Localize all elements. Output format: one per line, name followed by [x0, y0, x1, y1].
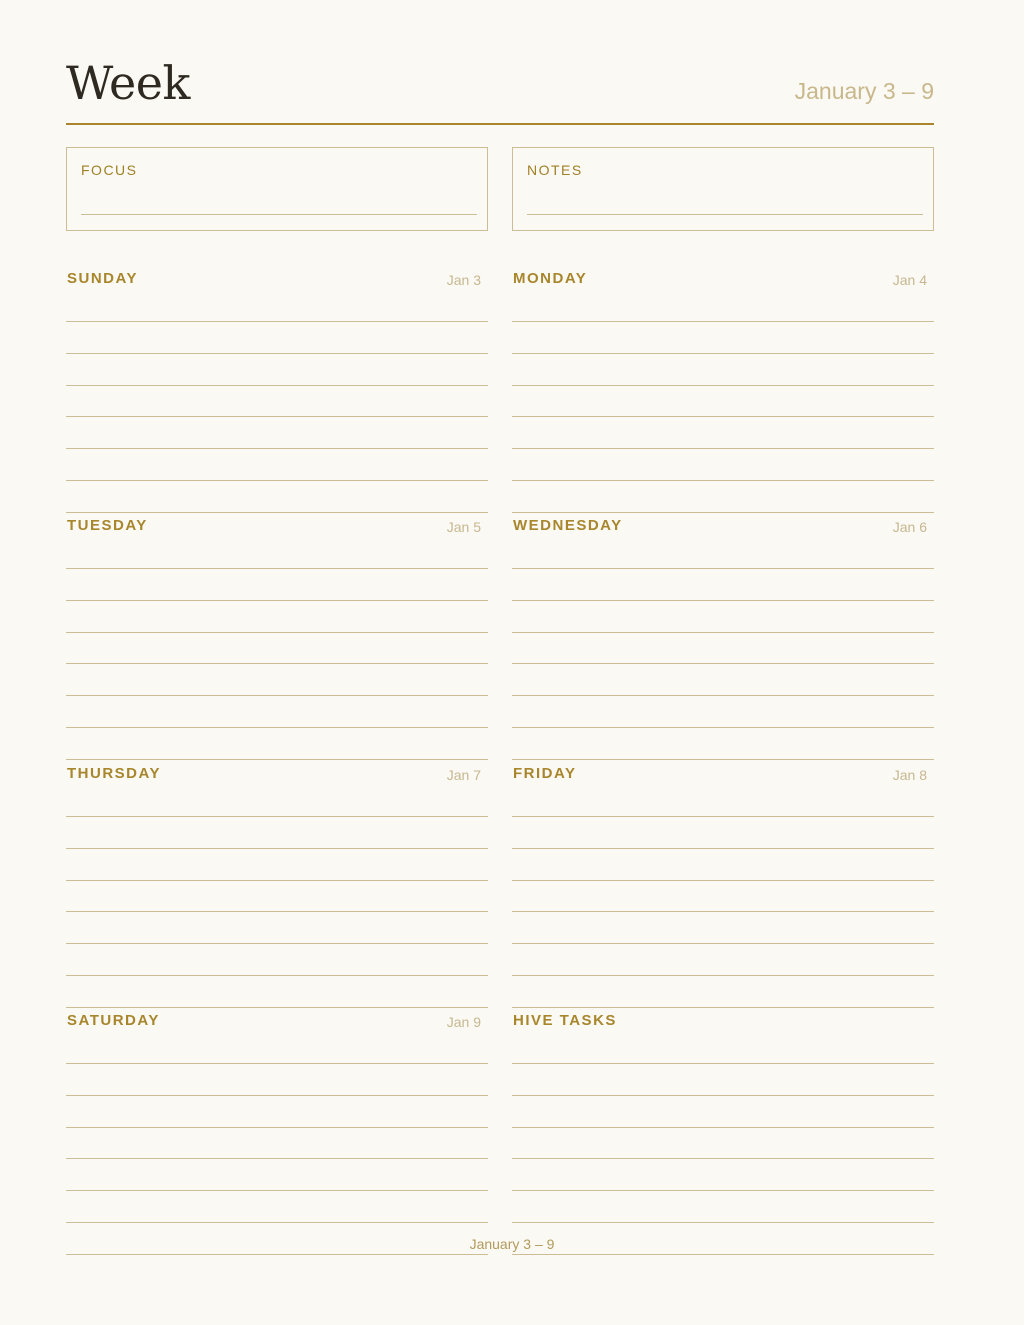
- day-label: MONDAY: [513, 270, 588, 287]
- write-line[interactable]: [66, 321, 488, 322]
- write-line[interactable]: [512, 1127, 934, 1128]
- write-line[interactable]: [66, 975, 488, 976]
- write-line[interactable]: [512, 385, 934, 386]
- write-line[interactable]: [66, 1190, 488, 1191]
- write-line[interactable]: [512, 848, 934, 849]
- day-date: Jan 3: [446, 272, 481, 288]
- day-section-monday[interactable]: [512, 270, 934, 512]
- day-label: FRIDAY: [513, 765, 577, 782]
- write-line[interactable]: [512, 1007, 934, 1008]
- write-line[interactable]: [66, 512, 488, 513]
- write-line[interactable]: [512, 321, 934, 322]
- write-line[interactable]: [512, 759, 934, 760]
- write-line[interactable]: [66, 911, 488, 912]
- write-line[interactable]: [66, 353, 488, 354]
- day-section-friday[interactable]: [512, 765, 934, 1007]
- write-line[interactable]: [66, 759, 488, 760]
- write-line[interactable]: [512, 1190, 934, 1191]
- day-date: Jan 6: [892, 519, 927, 535]
- write-line[interactable]: [512, 727, 934, 728]
- write-line[interactable]: [512, 416, 934, 417]
- header-date-range: January 3 – 9: [794, 78, 934, 104]
- write-line[interactable]: [512, 975, 934, 976]
- write-line[interactable]: [512, 695, 934, 696]
- day-date: Jan 7: [446, 767, 481, 783]
- day-label: THURSDAY: [67, 765, 161, 782]
- day-label: SUNDAY: [67, 270, 138, 287]
- write-line[interactable]: [512, 911, 934, 912]
- day-label: TUESDAY: [67, 517, 148, 534]
- day-section-tuesday[interactable]: [66, 517, 488, 759]
- write-line[interactable]: [512, 353, 934, 354]
- write-line[interactable]: [66, 416, 488, 417]
- day-section-sunday[interactable]: [66, 270, 488, 512]
- write-line[interactable]: [66, 1158, 488, 1159]
- write-line[interactable]: [66, 880, 488, 881]
- write-line[interactable]: [66, 1127, 488, 1128]
- day-date: Jan 9: [446, 1014, 481, 1030]
- write-line[interactable]: [66, 816, 488, 817]
- write-line[interactable]: [512, 943, 934, 944]
- write-line[interactable]: [512, 1222, 934, 1223]
- day-date: Jan 8: [892, 767, 927, 783]
- footer-date-range: January 3 – 9: [469, 1236, 555, 1252]
- write-line[interactable]: [66, 943, 488, 944]
- write-line[interactable]: [66, 632, 488, 633]
- write-line[interactable]: [512, 480, 934, 481]
- write-line[interactable]: [66, 1007, 488, 1008]
- write-line[interactable]: [66, 1222, 488, 1223]
- notes-label: NOTES: [527, 162, 583, 178]
- day-date: Jan 4: [892, 272, 927, 288]
- write-line[interactable]: [66, 448, 488, 449]
- day-section-wednesday[interactable]: [512, 517, 934, 759]
- hive-tasks-section[interactable]: [512, 1012, 934, 1254]
- day-section-saturday[interactable]: [66, 1012, 488, 1254]
- write-line[interactable]: [512, 632, 934, 633]
- hive-tasks-label: HIVE TASKS: [513, 1012, 617, 1029]
- notes-box[interactable]: [512, 147, 934, 231]
- focus-write-line[interactable]: [81, 214, 477, 215]
- focus-label: FOCUS: [81, 162, 138, 178]
- write-line[interactable]: [66, 385, 488, 386]
- write-line[interactable]: [512, 512, 934, 513]
- day-label: WEDNESDAY: [513, 517, 623, 534]
- focus-box[interactable]: [66, 147, 488, 231]
- write-line[interactable]: [66, 848, 488, 849]
- write-line[interactable]: [512, 1063, 934, 1064]
- header-divider: [66, 123, 934, 125]
- write-line[interactable]: [66, 695, 488, 696]
- write-line[interactable]: [66, 1095, 488, 1096]
- notes-write-line[interactable]: [527, 214, 923, 215]
- write-line[interactable]: [512, 1158, 934, 1159]
- write-line[interactable]: [66, 1063, 488, 1064]
- day-date: Jan 5: [446, 519, 481, 535]
- page-title: Week: [66, 56, 190, 110]
- write-line[interactable]: [66, 600, 488, 601]
- write-line[interactable]: [66, 568, 488, 569]
- write-line[interactable]: [512, 880, 934, 881]
- write-line[interactable]: [66, 1254, 488, 1255]
- write-line[interactable]: [66, 727, 488, 728]
- write-line[interactable]: [66, 663, 488, 664]
- day-label: SATURDAY: [67, 1012, 160, 1029]
- write-line[interactable]: [512, 816, 934, 817]
- write-line[interactable]: [66, 480, 488, 481]
- write-line[interactable]: [512, 600, 934, 601]
- write-line[interactable]: [512, 448, 934, 449]
- write-line[interactable]: [512, 1095, 934, 1096]
- day-section-thursday[interactable]: [66, 765, 488, 1007]
- write-line[interactable]: [512, 663, 934, 664]
- write-line[interactable]: [512, 1254, 934, 1255]
- write-line[interactable]: [512, 568, 934, 569]
